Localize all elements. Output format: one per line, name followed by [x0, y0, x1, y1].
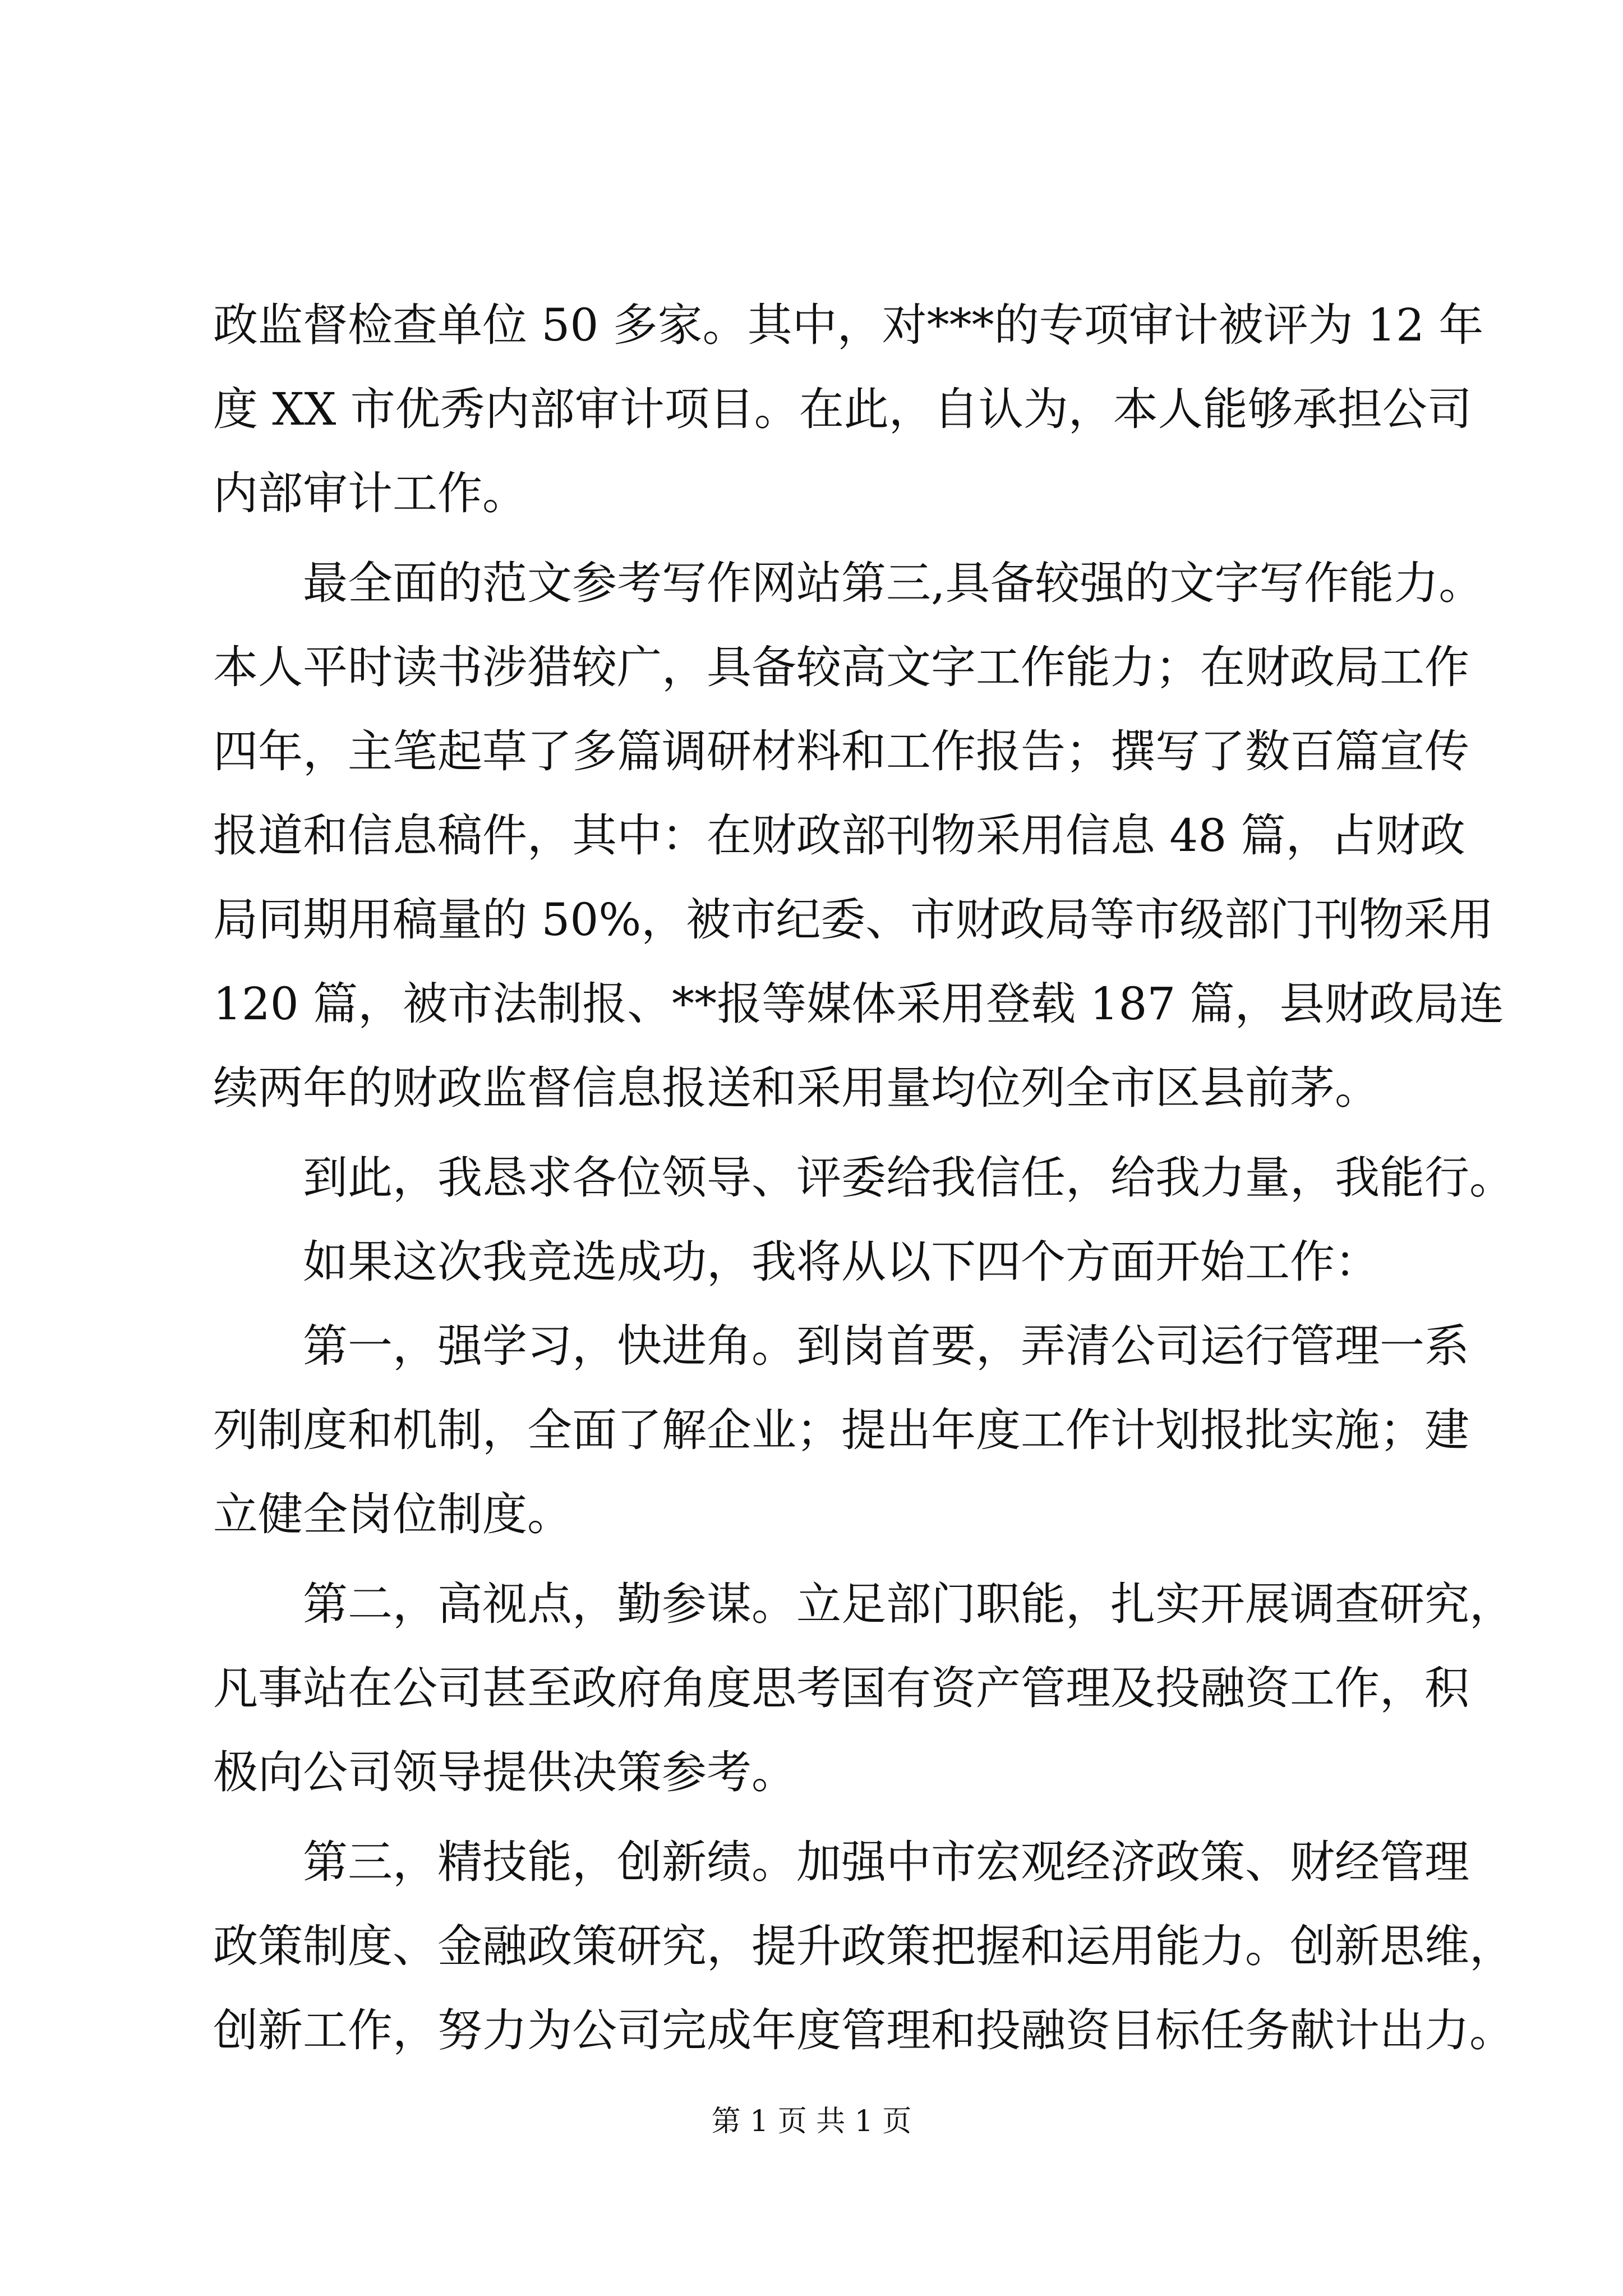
- text-line: 第二，高视点，勤参谋。立足部门职能，扎实开展调查研究，: [303, 1578, 1514, 1630]
- text-line: 内部审计工作。: [213, 467, 527, 519]
- text-line: 到此，我恳求各位领导、评委给我信任，给我力量，我能行。: [303, 1152, 1514, 1204]
- text-line: 凡事站在公司甚至政府角度思考国有资产管理及投融资工作，积: [213, 1662, 1469, 1714]
- text-line: 度 XX 市优秀内部审计项目。在此，自认为，本人能够承担公司: [213, 383, 1472, 435]
- text-line: 最全面的范文参考写作网站第三,具备较强的文字写作能力。: [303, 557, 1484, 609]
- text-line: 创新工作，努力为公司完成年度管理和投融资目标任务献计出力。: [213, 2004, 1514, 2056]
- text-line: 续两年的财政监督信息报送和采用量均位列全市区县前茅。: [213, 1062, 1380, 1114]
- text-line: 第一，强学习，快进角。到岗首要，弄清公司运行管理一系: [303, 1320, 1469, 1372]
- text-line: 本人平时读书涉猎较广，具备较高文字工作能力；在财政局工作: [213, 641, 1469, 693]
- text-line: 如果这次我竞选成功，我将从以下四个方面开始工作：: [303, 1236, 1380, 1288]
- text-line: 立健全岗位制度。: [213, 1488, 572, 1540]
- text-line: 政监督检查单位 50 多家。其中，对***的专项审计被评为 12 年: [213, 299, 1484, 351]
- text-line: 政策制度、金融政策研究，提升政策把握和运用能力。创新思维，: [213, 1920, 1514, 1972]
- text-line: 局同期用稿量的 50%，被市纪委、市财政局等市级部门刊物采用: [213, 894, 1494, 946]
- text-line: 第三，精技能，创新绩。加强中市宏观经济政策、财经管理: [303, 1836, 1469, 1888]
- text-line: 报道和信息稿件，其中：在财政部刊物采用信息 48 篇，占财政: [213, 809, 1465, 862]
- text-line: 120 篇，被市法制报、**报等媒体采用登载 187 篇，县财政局连: [213, 978, 1504, 1030]
- page-footer: 第 1 页 共 1 页: [711, 2105, 912, 2138]
- text-line: 四年，主笔起草了多篇调研材料和工作报告；撰写了数百篇宣传: [213, 725, 1469, 777]
- text-line: 极向公司领导提供决策参考。: [213, 1746, 796, 1798]
- text-line: 列制度和机制，全面了解企业；提出年度工作计划报批实施；建: [213, 1404, 1469, 1456]
